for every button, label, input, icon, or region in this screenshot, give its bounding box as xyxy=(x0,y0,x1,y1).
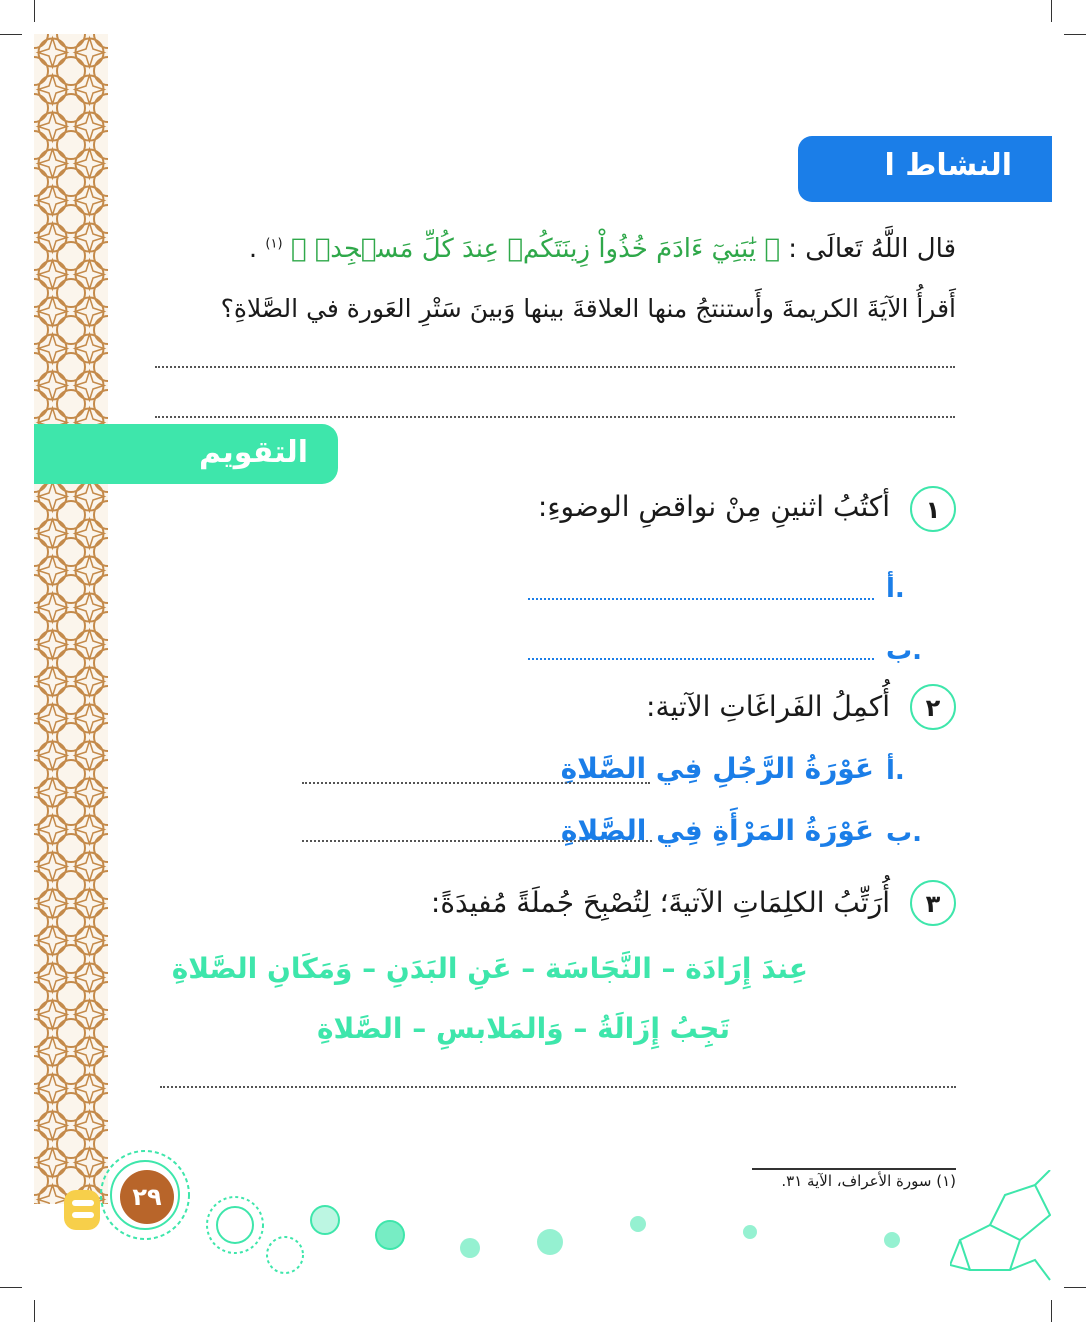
answer-line-2[interactable] xyxy=(155,416,955,418)
q2-answer-a[interactable] xyxy=(302,782,650,784)
small-rosettes xyxy=(370,1200,930,1270)
q2-label-b: ب. xyxy=(886,818,923,848)
q3-answer-line[interactable] xyxy=(160,1086,956,1088)
rosette-ornaments xyxy=(60,1140,420,1280)
evaluation-banner xyxy=(34,424,338,484)
footnote-rule xyxy=(752,1168,956,1170)
verse-footnote-ref: (١) xyxy=(265,236,283,252)
question-2-text: أُكمِلُ الفَراغَاتِ الآتية: xyxy=(646,690,890,723)
q1-answer-b[interactable] xyxy=(528,658,874,660)
question-number-2: ٢ xyxy=(910,684,956,730)
answer-line-1[interactable] xyxy=(155,366,955,368)
verse-intro: قال اللَّهُ تَعالَى : xyxy=(788,234,956,264)
q2-label-a: أ. xyxy=(886,756,905,786)
geometric-ornament xyxy=(950,1170,1051,1290)
verse-line xyxy=(249,234,956,264)
quran-verse: ﴿ يَٰبَنِيٓ ءَادَمَ خُذُواْ زِينَتَكُمۡ عِندَ كُلِّ مَسۡجِدٖ ﴾ xyxy=(290,234,780,264)
q2-item-b: عَوْرَةُ المَرْأَةِ فِي الصَّلاةِ xyxy=(560,814,874,847)
q2-item-a: عَوْرَةُ الرَّجُلِ فِي الصَّلاةِ xyxy=(560,752,874,785)
evaluation-title: التقويم xyxy=(199,435,308,470)
question-number-1: ١ xyxy=(910,486,956,532)
activity-banner xyxy=(798,136,1052,202)
verse-end: . xyxy=(248,234,258,264)
q1-answer-a[interactable] xyxy=(528,598,874,600)
activity-title: النشاط ا xyxy=(884,148,1012,183)
page-number: ٢٩ xyxy=(120,1170,174,1224)
question-3-text: أُرَتِّبُ الكلِمَاتِ الآتيةَ؛ لِتُصْبِحَ جُملَةً مُفيدَةً: xyxy=(430,886,890,919)
q2-answer-b[interactable] xyxy=(302,840,652,842)
instruction-text: أَقرأُ الآيَةَ الكريمةَ وأَستنتجُ منها العلاقةَ بينها وَبينَ سَتْرِ العَورة في الصَّلاةِ؟ xyxy=(220,294,956,323)
question-number-3: ٣ xyxy=(910,880,956,926)
footnote: (١) سورة الأعراف، الآية ٣١. xyxy=(781,1172,956,1190)
question-1-text: أكتُبُ اثنينِ مِنْ نواقضِ الوضوءِ: xyxy=(537,490,890,523)
q3-words-line-1: عِندَ إِرَادَة – النَّجَاسَة – عَنِ البَدَنِ – وَمَكَانِ الصَّلاةِ xyxy=(171,952,808,985)
side-ornament-pattern xyxy=(34,34,108,1204)
q1-label-a: أ. xyxy=(886,574,905,604)
q3-words-line-2: تَجِبُ إِزَالَةُ – وَالمَلابسِ – الصَّلاةِ xyxy=(316,1012,730,1045)
q1-label-b: ب. xyxy=(886,636,923,666)
